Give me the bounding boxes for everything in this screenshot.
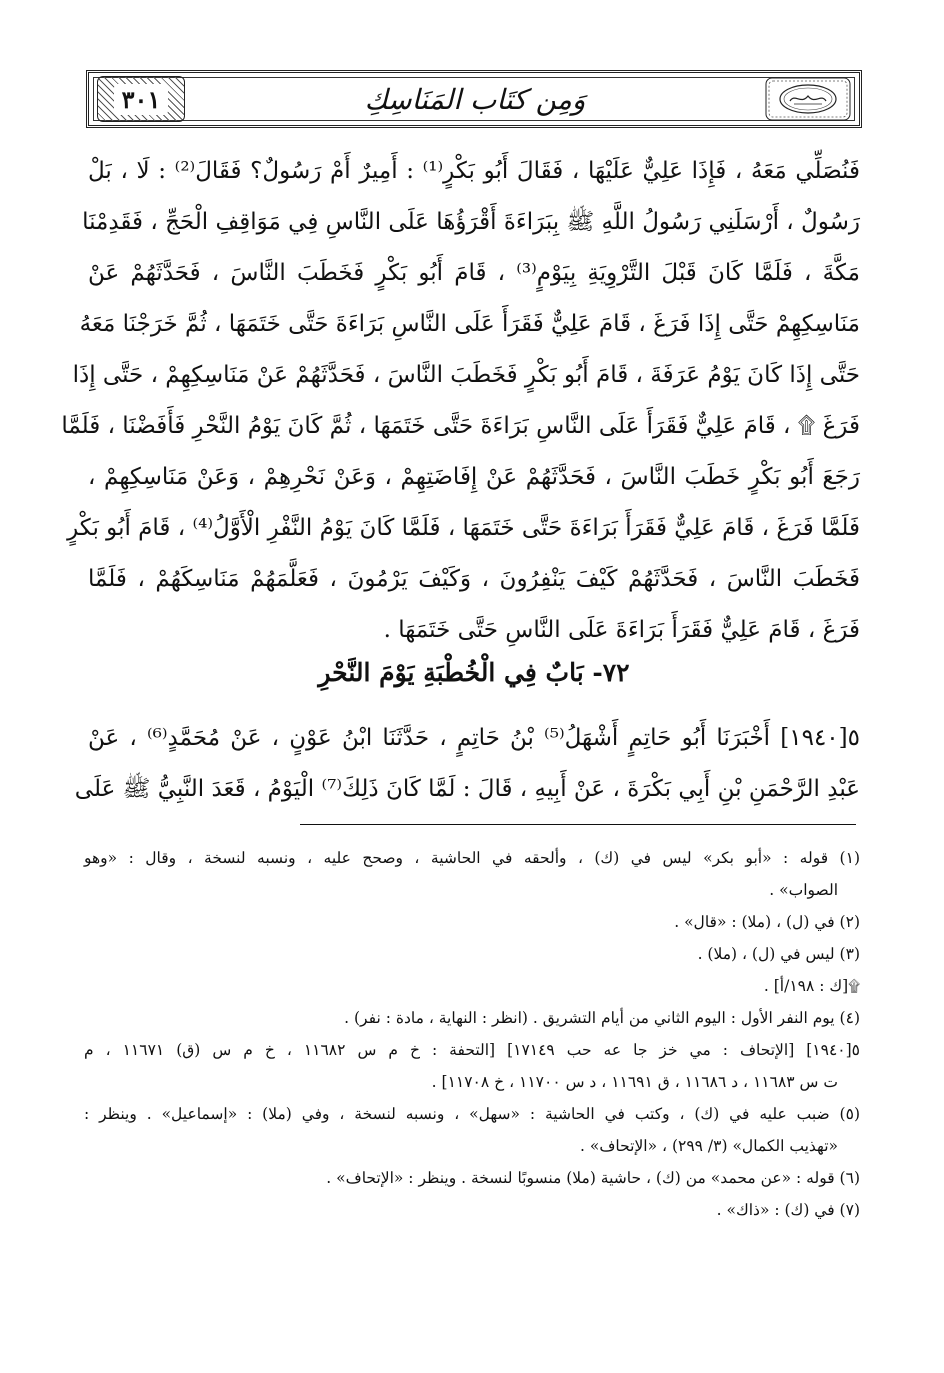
- page-number-frame: [97, 76, 185, 122]
- text-line: حَتَّى إِذَا كَانَ يَوْمُ عَرَفَةَ ، قَامَ أَبُو بَكْرٍ فَخَطَبَ النَّاسَ ، فَحَدَّثَهُمْ عَنْ مَنَاسِكِهِمْ ، حَتَّى إِذَا: [72, 362, 860, 388]
- text-line: فَنُصَلِّي مَعَهُ ، فَإِذَا عَلِيٌّ عَلَيْهَا ، فَقَالَ أَبُو بَكْرٍ⁽¹⁾ : أَمِيرٌ أَمْ رَسُولٌ؟ فَقَالَ⁽²⁾ : لَا ، بَلْ: [88, 158, 860, 184]
- text-line: رَجَعَ أَبُو بَكْرٍ خَطَبَ النَّاسَ ، فَحَدَّثَهُمْ عَنْ إِفَاضَتِهِمْ ، وَعَنْ نَحْرِهِمْ ، وَعَنْ مَنَاسِكِهِمْ ،: [88, 464, 860, 490]
- footnote-line: (٢) في (ل) ، (ملا) : «قال» .: [674, 913, 860, 931]
- running-title: وَمِن كتَاب المَنَاسِكِ: [364, 82, 586, 116]
- footnote-line: «تهذيب الكمال» (٣/ ٢٩٩) ، «الإتحاف» .: [580, 1137, 838, 1155]
- hadith-text: [74, 713, 860, 815]
- hadith-line: ٥[١٩٤٠] أَخْبَرَنَا أَبُو حَاتِمٍ أَشْهَلُ⁽⁵⁾ بْنُ حَاتِمٍ ، حَدَّثَنَا ابْنُ عَوْنٍ ، عَنْ مُحَمَّدٍ⁽⁶⁾ ، عَنْ: [88, 725, 860, 751]
- text-line: مَكَّةَ ، فَلَمَّا كَانَ قَبْلَ التَّرْوِيَةِ بِيَوْمٍ⁽³⁾ ، قَامَ أَبُو بَكْرٍ فَخَطَبَ النَّاسَ ، فَحَدَّثَهُمْ عَنْ: [88, 260, 860, 286]
- seal-ornament-icon: [765, 77, 851, 121]
- footnote-line: ٥[١٩٤٠] [الإتحاف : مي خز جا عه حب ١٧١٤٩] [التحفة : خ م س ١١٦٨٢ ، خ م س (ق) ١١٦٧١ ، م: [84, 1041, 860, 1059]
- footnote-line: (٤) يوم النفر الأول : اليوم الثاني من أيام التشريق . (انظر : النهاية ، مادة : نفر) .: [344, 1009, 860, 1027]
- footnote-line: ت س ١١٦٨٣ ، د ١١٦٨٦ ، ق ١١٦٩١ ، د س ١١٧٠٠ ، خ ١١٧٠٨] .: [431, 1073, 838, 1091]
- footnote-line: (١) قوله : «أبو بكر» ليس في (ك) ، وألحقه في الحاشية ، وصحح عليه ، ونسبه لنسخة ، وقال : «وهو: [84, 849, 860, 867]
- text-line: فَرَغَ ، قَامَ عَلِيٌّ فَقَرَأَ بَرَاءَةَ عَلَى النَّاسِ حَتَّى خَتَمَهَا .: [383, 617, 860, 643]
- text-line: فَرَغَ ۩ ، قَامَ عَلِيٌّ فَقَرَأَ عَلَى النَّاسِ بَرَاءَةَ حَتَّى خَتَمَهَا ، ثُمَّ كَانَ يَوْمُ النَّحْرِ فَأَفَضْنَا ، فَلَمَّا: [61, 413, 860, 439]
- main-text: [61, 146, 860, 656]
- footnote-line: ۩[ك : ١٩٨/أ] .: [763, 977, 860, 995]
- footnote-line: (٧) في (ك) : «ذاك» .: [716, 1201, 860, 1219]
- footnote-line: (٥) ضبب عليه في (ك) ، وكتب في الحاشية : «سهل» ، ونسبه لنسخة ، وفي (ملا) : «إسماعيل» . وينظر :: [84, 1105, 860, 1123]
- footnote-line: الصواب» .: [769, 881, 838, 899]
- footnote-separator: [300, 824, 856, 825]
- text-line: مَنَاسِكِهِمْ حَتَّى إِذَا فَرَغَ ، قَامَ عَلِيٌّ فَقَرَأَ عَلَى النَّاسِ بَرَاءَةَ حَتَّى خَتَمَهَا ، ثُمَّ خَرَجْنَا مَعَهُ: [79, 311, 860, 337]
- page-number: ٣٠١: [114, 84, 169, 115]
- page-header: [86, 70, 862, 128]
- text-line: فَخَطَبَ النَّاسَ ، فَحَدَّثَهُمْ كَيْفَ يَنْفِرُونَ ، وَكَيْفَ يَرْمُونَ ، فَعَلَّمَهُمْ مَنَاسِكَهُمْ ، فَلَمَّا: [88, 566, 860, 592]
- chapter-heading: ٧٢- بَابٌ فِي الْخُطْبَةِ يَوْمَ النَّحْرِ: [318, 658, 630, 687]
- footnote-line: (٦) قوله : «عن محمد» من (ك) ، حاشية (ملا) منسوبًا لنسخة . وينظر : «الإتحاف» .: [326, 1169, 860, 1187]
- text-line: فَلَمَّا فَرَغَ ، قَامَ عَلِيٌّ فَقَرَأَ بَرَاءَةَ حَتَّى خَتَمَهَا ، فَلَمَّا كَانَ يَوْمُ النَّفْرِ الْأَوَّلُ⁽⁴⁾ ، قَامَ أَبُو بَكْرٍ: [67, 515, 860, 541]
- text-line: رَسُولٌ ، أَرْسَلَنِي رَسُولُ اللَّهِ ﷺ بِبَرَاءَةَ أَقْرَؤُهَا عَلَى النَّاسِ فِي مَوَاقِفِ الْحَجِّ ، فَقَدِمْنَا: [82, 209, 860, 235]
- hadith-line: عَبْدِ الرَّحْمَنِ بْنِ أَبِي بَكْرَةَ ، عَنْ أَبِيهِ ، قَالَ : لَمَّا كَانَ ذَلِكَ⁽⁷⁾ الْيَوْمُ ، قَعَدَ النَّبِيُّ ﷺ عَلَى: [74, 776, 860, 802]
- footnote-line: (٣) ليس في (ل) ، (ملا) .: [697, 945, 860, 963]
- footnotes: [84, 842, 860, 1226]
